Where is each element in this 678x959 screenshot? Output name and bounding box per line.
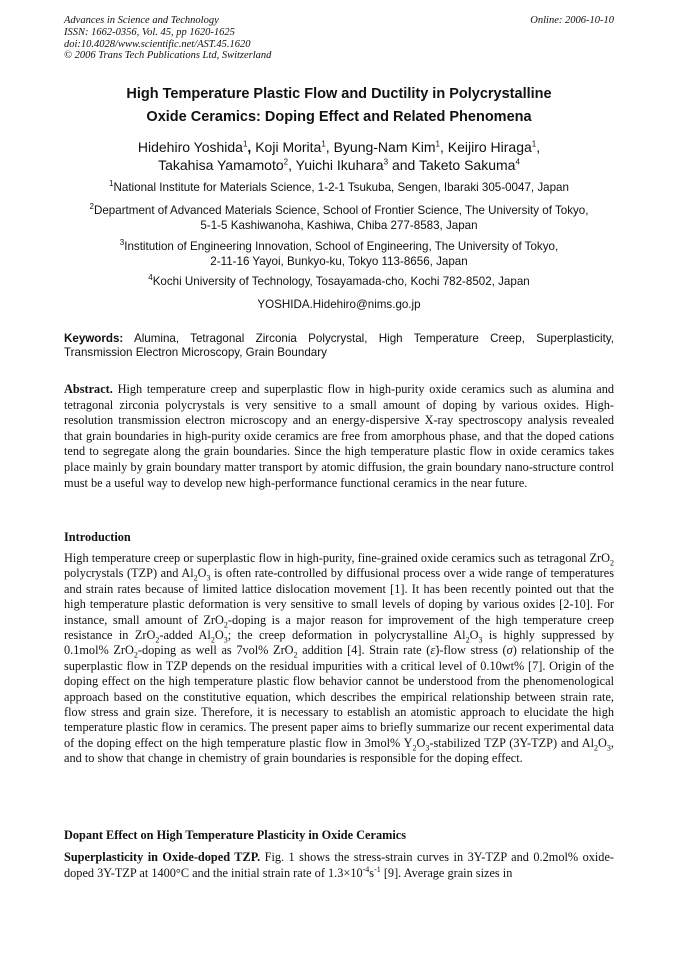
author-name: Taketo Sakuma (418, 157, 516, 173)
author-affil-sup: 1 (435, 139, 440, 149)
author-affil-sup: 1 (242, 139, 248, 149)
author-name: Hidehiro Yoshida (137, 139, 243, 155)
author-and: and (391, 157, 416, 173)
affiliation-3 (40, 240, 638, 269)
doi-line: doi:10.4028/www.scientific.net/AST.45.1620 (64, 38, 251, 50)
author-affil-sup: 1 (321, 139, 326, 149)
paragraph-lead: Superplasticity in Oxide-doped TZP. (64, 850, 261, 864)
author-name: Koji Morita (255, 139, 322, 155)
journal-name: Advances in Science and Technology (64, 15, 219, 26)
section-heading-dopant-effect: Dopant Effect on High Temperature Plasticity in Oxide Ceramics (64, 828, 407, 842)
author-affil-sup: 4 (515, 157, 520, 167)
affil-text: Department of Advanced Materials Science, School of Frontier Science, The University of Tokyo, (93, 204, 589, 217)
author-list (40, 138, 638, 174)
contact-email[interactable]: YOSHIDA.Hidehiro@nims.go.jp (257, 298, 421, 311)
abstract-label: Abstract. (64, 382, 113, 396)
authors-line-1: Hidehiro Yoshida$^1$, Koji Morita$^1$, Byung-Nam Kim$^1$, Keijiro Hiraga$^1$, (137, 139, 541, 155)
abstract-block (64, 382, 614, 491)
copyright-line: © 2006 Trans Tech Publications Ltd, Switzerland (64, 50, 272, 62)
author-name: Takahisa Yamamoto (158, 157, 284, 173)
title-line-1: High Temperature Plastic Flow and Ductility in Polycrystalline (126, 86, 552, 102)
author-affil-sup: 1 (531, 139, 537, 149)
affil-sup: 1 (109, 179, 114, 189)
keywords-block (64, 332, 614, 360)
author-affil-sup: 3 (383, 157, 389, 167)
author-affil-sup: 2 (283, 157, 289, 167)
online-date: Online: 2006-10-10 (530, 15, 614, 26)
introduction-paragraph: High temperature creep or superplastic flow in high-purity, fine-grained oxide ceramics such as tetragonal ZrO$_2$ polycrystals (TZP) and $Al_2O_3$ is often rate-controlled by diffusional process over a wide range of temperatures and strain rates because of limited lattice dislocation movement [1]. It has been recently pointed out that the high temperature plastic deformation is very sensitive to small levels of doping by various oxides [2-10]. For instance, small amount of ZrO$_2$-doping is a major reason for improvement of the high temperature creep resistance in ZrO$_2$-added $Al_2O_3$; the creep deformation in polycrystalline $Al_2O_3$ is highly suppressed by 0.1mol% ZrO$_2$-doping as well as 7vol% ZrO$_2$ addition [4]. Strain rate (ε̇)-flow stress (σ) relationship of the superplastic flow in TZP depends on the residual impurities with a critical level of 0.10wt% [7]. Origin of the doping effect on the high temperature plastic flow behavior cannot be understood from the phenomenological approach based on the constitutive equation, which describes the empirical relationship between strain rate, flow stress and grain size. Therefore, it is necessary to establish an atomistic approach to elucidate the high temperature plastic flow in ceramics. The present paper aims to briefly summarize our recent experimental data of the doping effect on the high temperature plastic flow in 3mol% $Y_2O_3$-stabilized TZP (3Y-TZP) and $Al_2O_3$, and to show that change in chemistry of grain boundaries is responsible for the doping effect. (64, 551, 615, 766)
section-heading-introduction: Introduction (64, 530, 131, 544)
affil-sup: 4 (148, 273, 153, 283)
paper-title (40, 83, 638, 129)
affil-text: National Institute for Materials Science, 1-2-1 Tsukuba, Sengen, Ibaraki 305-0047, Japan (113, 181, 569, 194)
author-name: Keijiro Hiraga (447, 139, 532, 155)
keywords-label: Keywords: (64, 332, 124, 345)
affiliation-4 (40, 275, 638, 290)
affiliation-2 (40, 204, 638, 233)
author-name: Byung-Nam Kim (333, 139, 436, 155)
author-name: Yuichi Ikuhara (295, 157, 384, 173)
journal-header (64, 15, 271, 62)
keywords-text: Alumina, Tetragonal Zirconia Polycrystal, High Temperature Creep, Superplasticity, Transmission Electron Microscopy, Grain Boundary (64, 332, 614, 359)
affil-text: Institution of Engineering Innovation, School of Engineering, The University of Tokyo, (124, 240, 559, 253)
affil-text: Kochi University of Technology, Tosayamada-cho, Kochi 782-8502, Japan (152, 275, 530, 288)
section2-paragraph: Superplasticity in Oxide-doped TZP. Fig. 1 shows the stress-strain curves in 3Y-TZP and 0.2mol% oxide-doped 3Y-TZP at 1400°C and the initial strain rate of $1.3\times 10^{-4}s^{-1}$ [9]. Average grain sizes in (64, 850, 614, 880)
affil-text: 5-1-5 Kashiwanoha, Kashiwa, Chiba 277-8583, Japan (200, 218, 478, 232)
affiliation-1 (40, 181, 638, 196)
title-line-2: Oxide Ceramics: Doping Effect and Related Phenomena (146, 109, 532, 125)
abstract-text: High temperature creep and superplastic flow in high-purity oxide ceramics such as alumina and tetragonal zirconia polycrystals is very sensitive to a small amount of doping by various oxides. High-resolution transmission electron microscopy and an energy-dispersive X-ray spectroscopy analysis revealed that grain boundaries in high-purity oxide ceramics are free from amorphous phase, and that the doped cations tend to segregate along the grain boundaries. Since the high temperature plastic flow in oxide ceramics takes place mainly by grain boundary matter transport by atomic diffusion, the grain boundary nano-structure control must be a useful way to develop new high-performance functional ceramics in the near future. (64, 382, 615, 490)
authors-line-2: Takahisa Yamamoto$^2$, Yuichi Ikuhara$^3$ and Taketo Sakuma$^4$ (158, 157, 520, 173)
affil-text: 2-11-16 Yayoi, Bunkyo-ku, Tokyo 113-8656, Japan (210, 254, 468, 268)
affil-sup: 3 (119, 238, 125, 248)
issn-line: ISSN: 1662-0356, Vol. 45, pp 1620-1625 (64, 26, 235, 38)
affil-sup: 2 (89, 202, 94, 212)
